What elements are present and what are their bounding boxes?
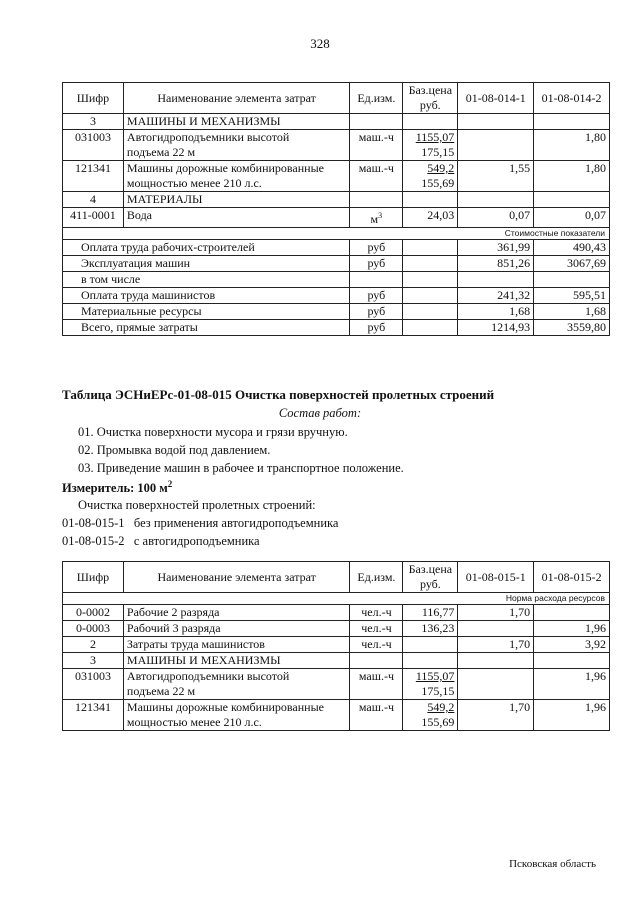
table-row — [63, 208, 610, 228]
summary-value-1: 361,99 — [458, 240, 534, 256]
row-value-2: 3,92 — [534, 637, 610, 653]
summary-row — [63, 240, 610, 256]
summary-row — [63, 304, 610, 320]
row-unit: маш.-ч — [350, 161, 403, 192]
variant-2: 01-08-015-2 с автогидроподъемника — [62, 534, 260, 548]
row-unit: маш.-ч — [350, 130, 403, 161]
row-value-1 — [458, 669, 534, 700]
header-col1: 01-08-015-1 — [458, 562, 534, 593]
row-name: Машины дорожные комбинированные мощностью менее 210 л.с. — [123, 161, 349, 192]
row-name: Автогидроподъемники высотой подъема 22 м — [123, 669, 350, 700]
row-value-1: 1,70 — [458, 700, 534, 731]
header-code: Шифр — [63, 83, 124, 114]
cost-indicators-label-row — [63, 228, 610, 240]
summary-value-1: 1214,93 — [458, 320, 534, 336]
row-name: Автогидроподъемники высотой подъема 22 м — [123, 130, 349, 161]
header-name: Наименование элемента затрат — [123, 562, 350, 593]
summary-value-1: 851,26 — [458, 256, 534, 272]
row-code: 121341 — [63, 700, 124, 731]
row-value-1 — [458, 130, 534, 161]
row-value-1: 0,07 — [458, 208, 534, 228]
row-value-2 — [534, 605, 610, 621]
summary-value-2: 3559,80 — [534, 320, 610, 336]
row-value-2: 1,80 — [534, 161, 610, 192]
row-unit: чел.-ч — [350, 605, 403, 621]
work-item: 02. Промывка водой под давлением. — [78, 443, 271, 457]
row-unit: чел.-ч — [350, 637, 403, 653]
work-item: 01. Очистка поверхности мусора и грязи вручную. — [78, 425, 348, 439]
summary-unit: руб — [350, 304, 403, 320]
row-code: 121341 — [63, 161, 124, 192]
section-title: МАШИНЫ И МЕХАНИЗМЫ — [123, 653, 350, 669]
row-value-1: 1,55 — [458, 161, 534, 192]
summary-name: Эксплуатация машин — [63, 256, 350, 272]
section-number: 4 — [63, 192, 124, 208]
summary-value-2: 490,43 — [534, 240, 610, 256]
section-row-materials — [63, 192, 610, 208]
row-unit: маш.-ч — [350, 669, 403, 700]
row-code: 0-0002 — [63, 605, 124, 621]
header-col1: 01-08-014-1 — [458, 83, 534, 114]
row-name: Машины дорожные комбинированные мощностью менее 210 л.с. — [123, 700, 350, 731]
section-row-machines — [63, 653, 610, 669]
table-row — [63, 161, 610, 192]
row-code: 0-0003 — [63, 621, 124, 637]
row-value-2: 1,80 — [534, 130, 610, 161]
row-unit: чел.-ч — [350, 621, 403, 637]
row-price: 549,2 155,69 — [403, 700, 458, 731]
row-value-2: 1,96 — [534, 669, 610, 700]
summary-name: в том числе — [63, 272, 350, 288]
header-name: Наименование элемента затрат — [123, 83, 349, 114]
table-row — [63, 621, 610, 637]
section-title: МАШИНЫ И МЕХАНИЗМЫ — [123, 114, 349, 130]
row-price: 1155,07 175,15 — [403, 669, 458, 700]
table-row — [63, 605, 610, 621]
row-price — [403, 637, 458, 653]
table-header-row — [63, 83, 610, 114]
work-item: 03. Приведение машин в рабочее и транспортное положение. — [78, 461, 404, 475]
norm-label-row — [63, 593, 610, 605]
row-unit: $м^3$ — [350, 208, 403, 228]
row-value-1 — [458, 621, 534, 637]
work-composition-heading: Состав работ: — [278, 406, 362, 420]
summary-row — [63, 288, 610, 304]
header-unit: Ед.изм. — [350, 83, 403, 114]
row-price: 549,2 155,69 — [403, 161, 458, 192]
table-row — [63, 669, 610, 700]
row-code: 411-0001 — [63, 208, 124, 228]
row-value-1: 1,70 — [458, 605, 534, 621]
summary-row — [63, 272, 610, 288]
row-name: Рабочий 3 разряда — [123, 621, 350, 637]
row-name: Рабочие 2 разряда — [123, 605, 350, 621]
row-price: 136,23 — [403, 621, 458, 637]
resource-table-01-08-015 — [62, 561, 610, 731]
row-name: Затраты труда машинистов — [123, 637, 350, 653]
header-code: Шифр — [63, 562, 124, 593]
region-footer: Псковская область — [509, 858, 596, 870]
summary-name: Оплата труда рабочих-строителей — [63, 240, 350, 256]
section-title: МАТЕРИАЛЫ — [123, 192, 349, 208]
table-header-row — [63, 562, 610, 593]
summary-row — [63, 320, 610, 336]
summary-value-2: 1,68 — [534, 304, 610, 320]
summary-unit: руб — [350, 288, 403, 304]
row-unit: маш.-ч — [350, 700, 403, 731]
row-price: 116,77 — [403, 605, 458, 621]
table-row — [63, 130, 610, 161]
header-col2: 01-08-014-2 — [534, 83, 610, 114]
header-unit: Ед.изм. — [350, 562, 403, 593]
summary-name: Оплата труда машинистов — [63, 288, 350, 304]
row-code: 031003 — [63, 669, 124, 700]
table-title: Таблица ЭСНиЕРс-01-08-015 Очистка поверхностей пролетных строений — [62, 387, 495, 402]
summary-value-2: 595,51 — [534, 288, 610, 304]
summary-value-1: 241,32 — [458, 288, 534, 304]
row-code: 2 — [63, 637, 124, 653]
row-value-2: 1,96 — [534, 621, 610, 637]
row-code: 031003 — [63, 130, 124, 161]
table-row — [63, 637, 610, 653]
summary-value-1: 1,68 — [458, 304, 534, 320]
resource-table-01-08-014 — [62, 82, 610, 336]
section-row-machines — [63, 114, 610, 130]
header-col2: 01-08-015-2 — [534, 562, 610, 593]
summary-value-2: 3067,69 — [534, 256, 610, 272]
section-number: 3 — [63, 114, 124, 130]
table-row — [63, 700, 610, 731]
row-value-2: 1,96 — [534, 700, 610, 731]
section-number: 3 — [63, 653, 124, 669]
row-price: 1155,07 175,15 — [403, 130, 458, 161]
cost-indicators-label: Стоимостные показатели — [63, 228, 610, 240]
row-value-2: 0,07 — [534, 208, 610, 228]
header-price: Баз.цена руб. — [403, 83, 458, 114]
summary-unit: руб — [350, 256, 403, 272]
measure-unit: Измеритель: 100 $м^2$ — [62, 479, 173, 496]
page-number: 328 — [310, 36, 330, 51]
summary-row — [63, 256, 610, 272]
summary-name: Материальные ресурсы — [63, 304, 350, 320]
summary-unit: руб — [350, 320, 403, 336]
norm-label: Норма расхода ресурсов — [63, 593, 610, 605]
summary-name: Всего, прямые затраты — [63, 320, 350, 336]
row-value-1: 1,70 — [458, 637, 534, 653]
row-price: 24,03 — [403, 208, 458, 228]
summary-unit: руб — [350, 240, 403, 256]
header-price: Баз.цена руб. — [403, 562, 458, 593]
variants-description: Очистка поверхностей пролетных строений: — [78, 498, 316, 512]
variant-1: 01-08-015-1 без применения автогидроподъемника — [62, 516, 339, 530]
row-name: Вода — [123, 208, 349, 228]
